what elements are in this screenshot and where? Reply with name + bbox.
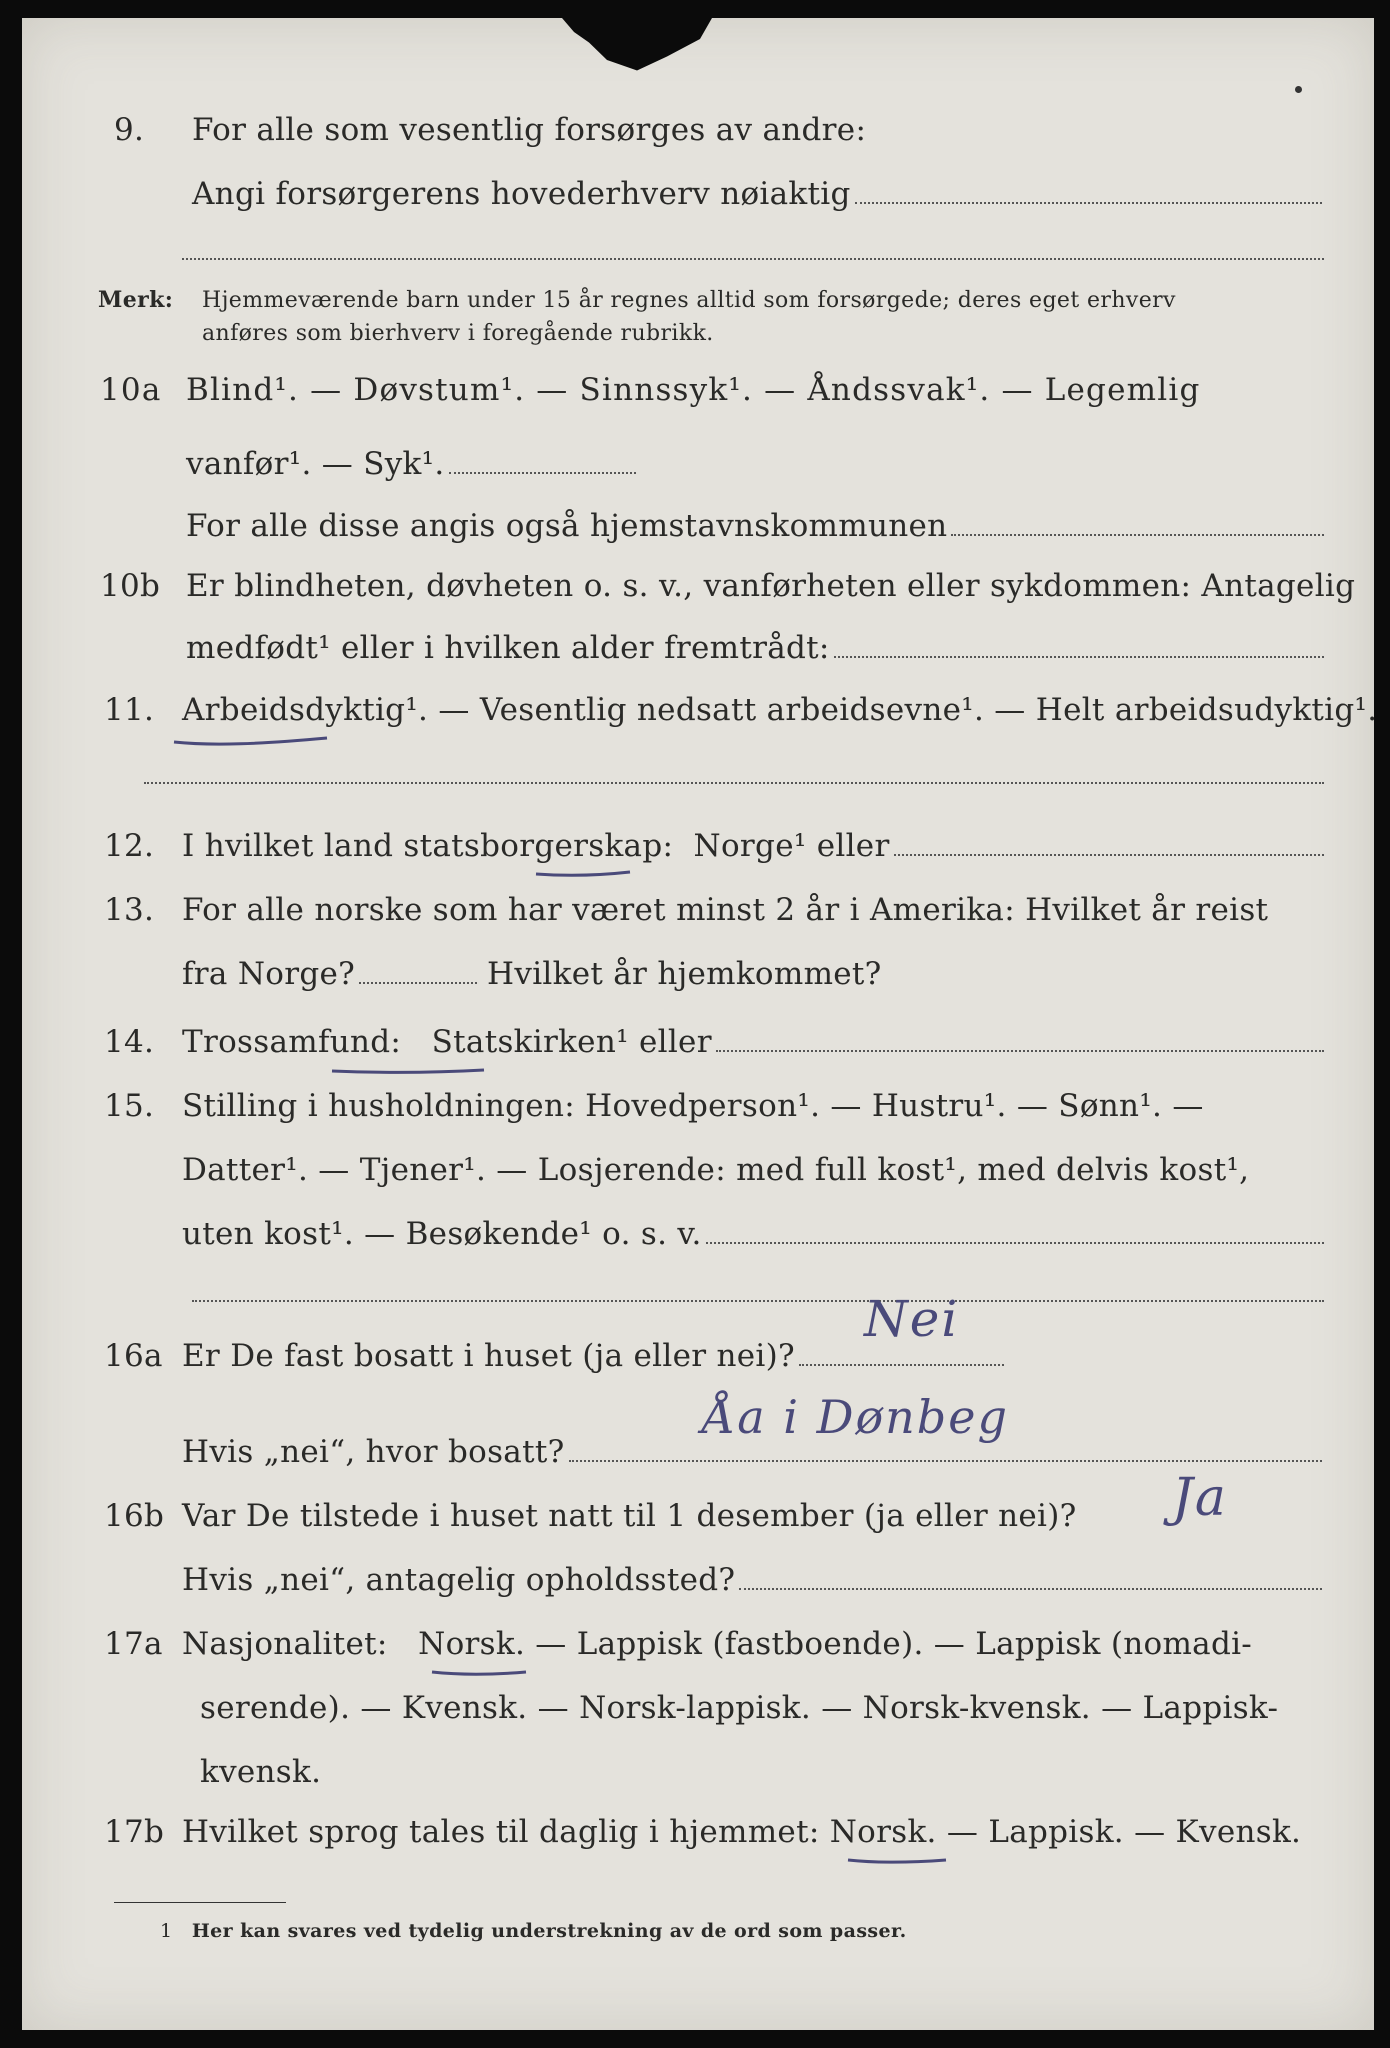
q12-number: 12.: [104, 828, 155, 864]
q16a-text1: Er De fast bosatt i huset (ja eller nei)?: [182, 1338, 795, 1374]
q15-answer-field[interactable]: [706, 1242, 1324, 1244]
q15-line3: [182, 1214, 1324, 1254]
q9-line2: [192, 174, 1322, 214]
footnote: [160, 1920, 907, 1942]
q9-answer-field[interactable]: [855, 202, 1322, 204]
q15-text1: Stilling i husholdningen: Hovedperson¹. — Hustru¹. — Sønn¹. —: [182, 1088, 1204, 1124]
q14-text: Trossamfund:: [182, 1024, 402, 1060]
q9-text: For alle som vesentlig forsørges av andre:: [192, 112, 867, 148]
q16b-number: 16b: [104, 1498, 165, 1534]
q12-text: I hvilket land statsborgerskap:: [182, 828, 674, 864]
q11-answer-line[interactable]: [144, 782, 1324, 784]
q17a-number: 17a: [104, 1626, 163, 1662]
q16b-text2: Hvis „nei“, antagelig opholdssted?: [182, 1562, 736, 1598]
q10a-hjemstavn-field[interactable]: [951, 534, 1324, 536]
q13-number: 13.: [104, 892, 155, 928]
q9-line1: [114, 110, 866, 150]
q16b-handwritten-ja: Ja: [1172, 1468, 1228, 1528]
q10a-line2: [186, 444, 636, 484]
merk-label: Merk:: [98, 287, 174, 313]
merk-line2: anføres som bierhverv i foregående rubrikk.: [202, 321, 714, 346]
q11-options-rest: — Vesentlig nedsatt arbeidsevne¹. — Helt arbeidsudyktig¹.: [438, 692, 1378, 728]
footnote-text: Her kan svares ved tydelig understrekning av de ord som passer.: [191, 1920, 907, 1942]
q15-extra-answer-line[interactable]: [192, 1300, 1324, 1302]
q9-number: 9.: [114, 112, 145, 148]
q13-text1: For alle norske som har været minst 2 år i Amerika: Hvilket år reist: [182, 892, 1269, 928]
q16b-line2: [182, 1560, 1322, 1600]
census-form-page: [22, 18, 1378, 2030]
q15-line1: [104, 1086, 1204, 1126]
q11-number: 11.: [104, 692, 155, 728]
q13-reist-field[interactable]: [359, 982, 477, 984]
q10a-line1: [100, 370, 1201, 410]
ink-dot: [1295, 86, 1302, 93]
q13-hjemkommet-label: Hvilket år hjemkommet?: [487, 956, 882, 992]
merk-line1: [98, 284, 1176, 317]
q17a-label: Nasjonalitet:: [182, 1626, 388, 1662]
q17b-options: — Lappisk. — Kvensk.: [946, 1814, 1302, 1850]
q17b-label: Hvilket sprog tales til daglig i hjemmet:: [182, 1814, 820, 1850]
q15-text3: uten kost¹. — Besøkende¹ o. s. v.: [182, 1216, 702, 1252]
q12-option-norge[interactable]: Norge¹: [693, 828, 807, 864]
q9-prompt: Angi forsørgerens hovederhverv nøiaktig: [192, 176, 851, 212]
q10b-number: 10b: [100, 568, 161, 604]
q17a-line1: [104, 1624, 1252, 1664]
q14-eller: eller: [638, 1024, 712, 1060]
q10b-text1: Er blindheten, døvheten o. s. v., vanførheten eller sykdommen: Antagelig: [186, 568, 1356, 604]
q10a-line3: [186, 506, 1324, 546]
q10a-text2: vanfør¹. — Syk¹.: [186, 446, 445, 482]
q13-reist-label: fra Norge?: [182, 956, 356, 992]
q17b-underline-mark: [846, 1854, 950, 1868]
q16a-handwritten-address: Åa i Dønbeg: [702, 1390, 1009, 1444]
merk-text1: Hjemmeværende barn under 15 år regnes alltid som forsørgede; deres eget erhverv: [202, 288, 1176, 313]
q14-answer-field[interactable]: [716, 1050, 1324, 1052]
q9-extra-answer-line[interactable]: [182, 258, 1324, 260]
q13-line2: [182, 954, 882, 994]
q10a-text1: Blind¹. — Døvstum¹. — Sinnssyk¹. — Åndssvak¹. — Legemlig: [186, 372, 1201, 408]
q12-eller: eller: [816, 828, 890, 864]
q14-number: 14.: [104, 1024, 155, 1060]
q14-line1: [104, 1022, 1324, 1062]
q10a-answer-field[interactable]: [449, 472, 636, 474]
q11-option-arbeidsdyktig[interactable]: Arbeidsdyktig¹.: [182, 692, 429, 728]
q16b-line1: [104, 1496, 1077, 1536]
q12-underline-mark: [534, 866, 634, 882]
q16a-number: 16a: [104, 1338, 163, 1374]
q16a-bosatt-field[interactable]: [569, 1460, 1322, 1462]
q16a-answer-field[interactable]: [799, 1364, 1004, 1366]
q12-line1: [104, 826, 1324, 866]
q17b-number: 17b: [104, 1814, 165, 1850]
q15-line2: Datter¹. — Tjener¹. — Losjerende: med full kost¹, med delvis kost¹,: [182, 1152, 1250, 1188]
q14-option-statskirken[interactable]: Statskirken¹: [431, 1024, 629, 1060]
q12-answer-field[interactable]: [894, 854, 1324, 856]
q16b-opholdssted-field[interactable]: [739, 1588, 1322, 1590]
q16a-handwritten-nei: Nei: [864, 1290, 960, 1348]
q14-underline-mark: [330, 1064, 490, 1078]
q10b-line1: [100, 566, 1355, 606]
q10a-number: 10a: [100, 372, 162, 408]
q16b-text1: Var De tilstede i huset natt til 1 desember (ja eller nei)?: [182, 1498, 1077, 1534]
q17b-option-norsk[interactable]: Norsk.: [829, 1814, 937, 1850]
q10a-text3: For alle disse angis også hjemstavnskommunen: [186, 508, 948, 544]
q17a-line2: serende). — Kvensk. — Norsk-lappisk. — Norsk-kvensk. — Lappisk-: [200, 1690, 1279, 1726]
q17a-line3: kvensk.: [200, 1754, 322, 1790]
q16a-text2: Hvis „nei“, hvor bosatt?: [182, 1434, 565, 1470]
q10b-text2: medfødt¹ eller i hvilken alder fremtrådt:: [186, 630, 830, 666]
q13-line1: [104, 890, 1268, 930]
q17b-line1: [104, 1812, 1301, 1852]
q11-underline-mark: [172, 730, 332, 750]
q15-number: 15.: [104, 1088, 155, 1124]
q10b-line2: [186, 628, 1324, 668]
q10b-answer-field[interactable]: [834, 656, 1324, 658]
q17a-underline-mark: [430, 1666, 530, 1680]
q17a-options1: — Lappisk (fastboende). — Lappisk (nomadi-: [535, 1626, 1253, 1662]
torn-corner: [562, 18, 712, 88]
q11-line1: [104, 690, 1377, 730]
footnote-mark: 1: [160, 1920, 173, 1942]
footnote-separator: [114, 1902, 286, 1903]
q17a-option-norsk[interactable]: Norsk.: [418, 1626, 526, 1662]
